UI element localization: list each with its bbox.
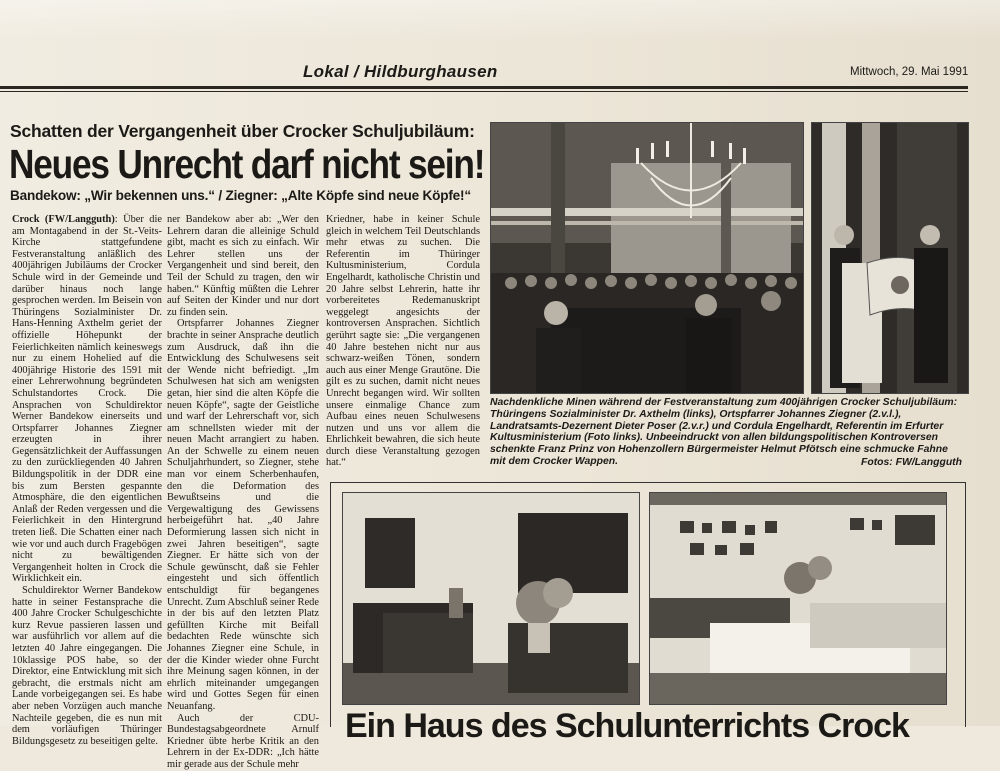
photo-exhibition-room bbox=[649, 492, 947, 705]
paragraph: Schuldirektor Werner Bandekow hatte in seiner Festansprache die 400 Jahre Crocker Schulgeschichte kurz Revue passieren lassen und war ausführlich vor allem auf die letzten 40 Jahre eingegangen. Die 10klassige POS habe, so der Direktor, eine Entwicklung mit sich gebracht, die erstmals nicht am Lande vorbeigegangen sei. Es habe aber neben Vorzügen auch manche Nachteile gegeben, die es nun mit dem vorläufigen Thüringer Bildungsgesetz zu beseitigen gelte. bbox=[12, 585, 162, 747]
photo-church-interior bbox=[490, 122, 804, 394]
paragraph: Ortspfarrer Johannes Ziegner brachte in seiner Ansprache deutlich zum Ausdruck, daß ihn die Entwicklung des Schulwesens seit der Wende nicht befriedigt. „Im Schulwesen hat sich am wenigsten getan, hier sind die alten Köpfe die neuen Köpfe“, sagte der Geistliche und warf der Lehrerschaft vor, sich am schnellsten wieder mit der neuen Macht arrangiert zu haben. An der Schwelle zu einem neuen Schuljahrhundert, so Ziegner, stehe man vor einem Scherbenhaufen, den die Deformation des Bewußtseins und die Vergewaltigung des Gewissens herbeigeführt hat. „40 Jahre Deformierung lassen sich nicht in zwei Jahren beseitigen“, sagte Ziegner. Er hätte sich von der Schule gewünscht, daß sie Fehler eingesteht und sich öffentlich entschuldigt für begangenes Unrecht. Zum Abschluß seiner Rede in der bis auf den letzten Platz gefüllten Kirche mit Beifall bedachten Rede wünschte sich Johannes Ziegner eine Schule, in der die Kinder wieder ohne Furcht ihre Meinung sagen können, in der ehrlich miteinander umgegangen wird und Gottes Segen für einen Neuanfang. bbox=[167, 318, 319, 712]
section-title: Lokal / Hildburghausen bbox=[303, 62, 498, 81]
exhibition-scene-image bbox=[650, 493, 946, 704]
paragraph: Crock (FW/Langguth): Über die am Montagabend in der St.-Veits-Kirche stattgefundene Festveranstaltung anläßlich des 400jährigen Jubiläums der Crocker Schule wird in der Gemeinde und darüber hinaus noch lange gesprochen werden. Im Beisein von Thüringens Sozialminister Dr. Hans-Henning Axthelm geriet der offizielle Höhepunkt der Feierlichkeiten nämlich keineswegs nur zu einem Hohelied auf die 400jährige Historie des 1591 mit einer Lehrerwohnung begründeten Schulstandortes Crock. Die Ansprachen von Schuldirektor Werner Bandekow einerseits und Ortspfarrer Johannes Ziegner erzeugten in ihrer Gegensätzlichkeit der Auffassungen zu den zurückliegenden 40 Jahren Bildungspolitik in der DDR eine bis zum Bersten gespannte Atmosphäre, die den eigentlichen Anlaß der Reden vergessen und die Feierlichkeit in den Hintergrund treten ließ. Die Schatten einer nach wie vor und auch durch Fragebögen nicht zu bewältigenden Vergangenheit holten in Crock die Wirklichkeit ein. bbox=[12, 214, 162, 585]
photo-flag-presentation bbox=[811, 122, 969, 394]
church-scene-image bbox=[491, 123, 803, 393]
paragraph: ner Bandekow aber ab: „Wer den Lehrern daran die alleinige Schuld gibt, macht es sich zu einfach. Wir Lehrer stellen uns der Vergangenheit und sind bereit, den Teil der Schuld zu tragen, den wir haben.“ Künftig müßten die Lehrer auf Seiten der Kinder und nur dort zu finden sein. bbox=[167, 214, 319, 318]
bottom-article-headline: Ein Haus des Schulunterrichts Crock bbox=[345, 707, 909, 745]
paragraph: Auch der CDU-Bundestagsabgeordnete Arnulf Kriedner übte herbe Kritik an den Lehrern in der Ex-DDR: „Ich hätte mir gerade aus der Schule mehr bbox=[167, 712, 319, 770]
desk-scene-image bbox=[343, 493, 639, 704]
paragraph: Kriedner, habe in keiner Schule gleich in welchem Teil Deutschlands mehr etwas zu suchen. Die Referentin im Thüringer Kultusministerium, Cordula Engelhardt, katholische Christin und 20 Jahre selbst Lehrerin, hatte ihr vorbereitetes Redemanuskript weggelegt angesichts der kontroversen Ansprachen. Sichtlich gerührt sagte sie: „Die vergangenen 40 Jahre bestehen nicht nur aus schwarz-weißen Tönen, sondern auch aus einer Menge Grautöne. Die gilt es zu suchen, damit nicht neues Unrecht begangen wird. Wir sollten unsere einmalige Chance zum Aufbau eines neuen Schulwesens nutzen und uns vor allem die Ehrlichkeit bewahren, die sich heute durch diese Veranstaltung gezogen hat.“ bbox=[326, 214, 480, 469]
flag-scene-image bbox=[812, 123, 968, 393]
photo-credit: Fotos: FW/Langguth bbox=[861, 457, 962, 468]
dateline: Mittwoch, 29. Mai 1991 bbox=[850, 66, 969, 78]
photo-old-school-desk bbox=[342, 492, 640, 705]
byline: Crock (FW/Langguth) bbox=[12, 214, 115, 225]
page-fold-shadow bbox=[0, 0, 1000, 40]
header-rule bbox=[0, 86, 968, 89]
article-column-2 bbox=[167, 214, 319, 771]
article-column-3 bbox=[326, 214, 480, 469]
article-headline: Neues Unrecht darf nicht sein! bbox=[9, 141, 485, 187]
article-column-1 bbox=[12, 214, 162, 747]
photo-caption: Nachdenkliche Minen während der Festveranstaltung zum 400jährigen Crocker Schuljubiläum: Thüringens Sozialminister Dr. Axthelm (links), Ortspfarrer Johannes Ziegner (2.v.l.), Landratsamts-Dezernent Dieter Poser (2.v.r.) und Cordula Engelhardt, Referentin im Erfurter Kultusministerium (Foto links). Unbeeindruckt von allen bildungspolitischen Kontroversen schenkte Franz Prinz von Hohenzollern Bürgermeister Helmut Pfötsch eine schmucke Fahne mit dem Crocker Wappen. bbox=[490, 397, 958, 467]
article-kicker: Schatten der Vergangenheit über Crocker Schuljubiläum: bbox=[10, 121, 475, 141]
article-subhead: Bandekow: „Wir bekennen uns.“ / Ziegner: „Alte Köpfe sind neue Köpfe!“ bbox=[10, 188, 471, 203]
header-rule-thin bbox=[0, 91, 968, 92]
